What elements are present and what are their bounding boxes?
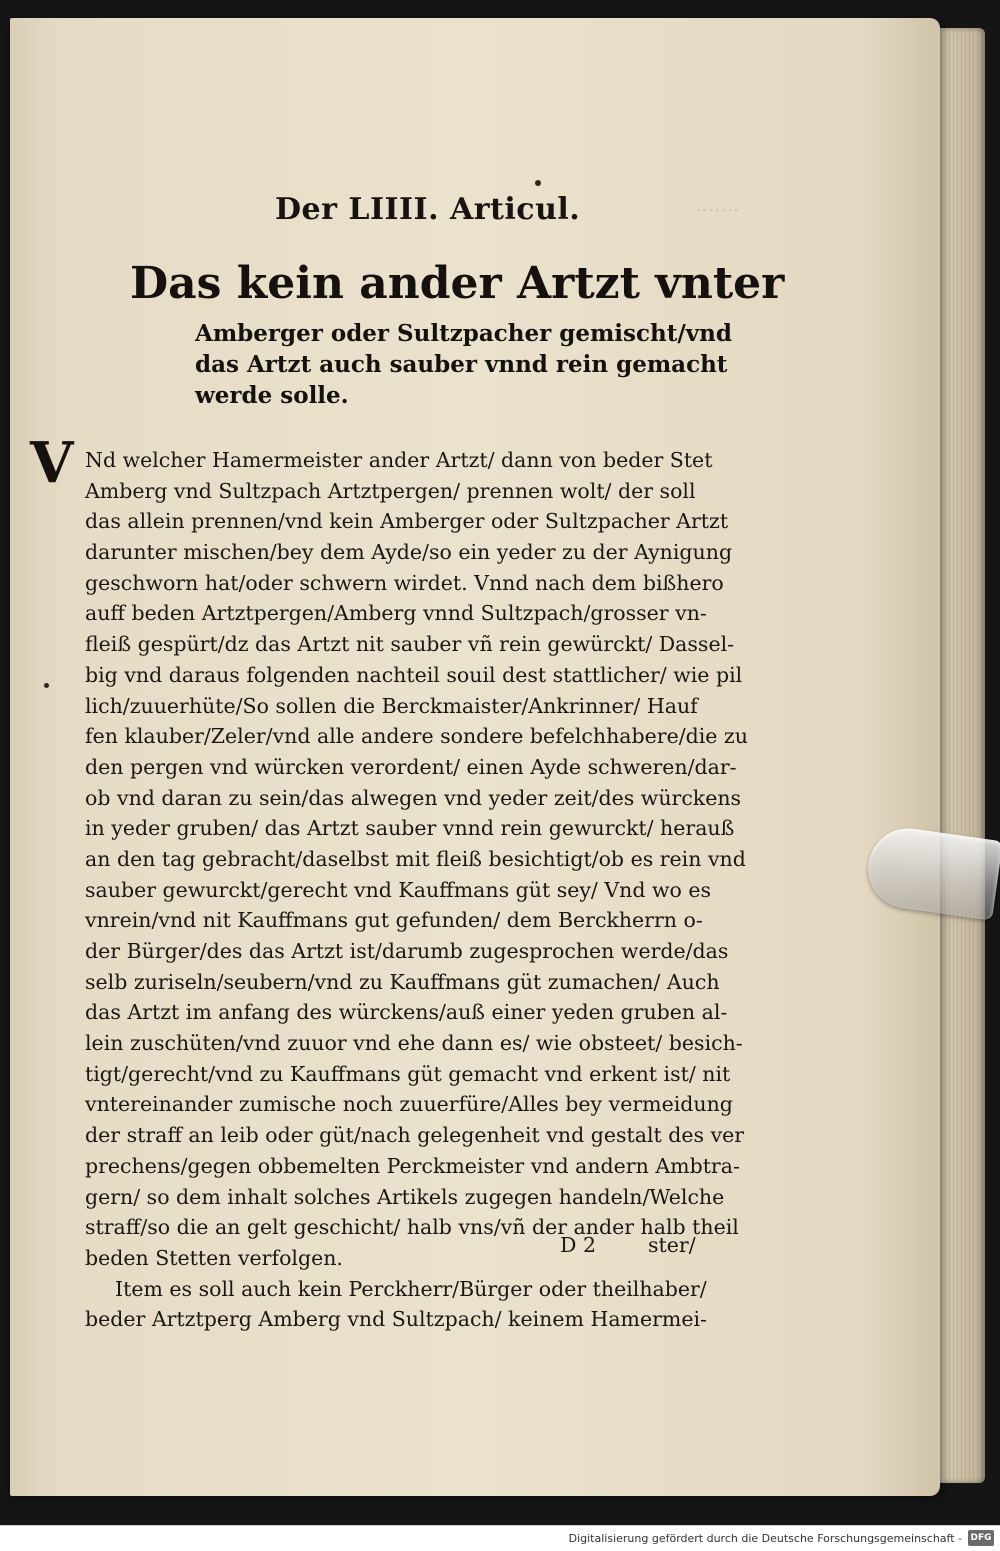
body-line: darunter mischen/bey dem Ayde/so ein yeder zu der Aynigung [85,540,733,565]
funding-credit: Digitalisierung gefördert durch die Deutsche Forschungsgemeinschaft - [568,1532,962,1545]
body-line: in yeder gruben/ das Artzt sauber vnnd rein gewurckt/ herauß [85,816,735,841]
body-line: lich/zuuerhüte/So sollen die Berckmaister/Ankrinner/ Hauf [85,693,698,718]
body-text [85,445,748,1335]
body-line: straff/so die an gelt geschicht/ halb vns/vñ der ander halb theil [85,1215,739,1240]
body-line: der straff an leib oder güt/nach gelegenheit vnd gestalt des ver [85,1123,745,1148]
body-line: ob vnd daran zu sein/das alwegen vnd yeder zeit/des würckens [85,785,742,810]
body-line: vntereinander zumische noch zuuerfüre/Alles bey vermeidung [85,1092,733,1117]
article-title: Das kein ander Artzt vnter [130,258,785,309]
show-through-text: ······· [695,198,740,222]
body-line: prechens/gegen obbemelten Perckmeister vnd andern Ambtra- [85,1153,740,1178]
body-line: big vnd daraus folgenden nachteil souil dest stattlicher/ wie pil [85,662,743,687]
body-line: den pergen vnd würcken verordent/ einen Ayde schweren/dar- [85,754,737,779]
body-line: sauber gewurckt/gerecht vnd Kauffmans güt sey/ Vnd wo es [85,877,712,902]
body-line: Item es soll auch kein Perckherr/Bürger oder theilhaber/ [115,1276,707,1301]
body-line: tigt/gerecht/vnd zu Kauffmans güt gemacht vnd erkent ist/ nit [85,1061,731,1086]
body-line: auff beden Artztpergen/Amberg vnnd Sultzpach/grosser vn- [85,601,707,626]
footer-bar [0,1525,1000,1551]
body-line: fleiß gespürt/dz das Artzt nit sauber vñ rein gewürckt/ Dassel- [85,632,735,657]
body-line: Nd welcher Hamermeister ander Artzt/ dann von beder Stet [85,448,713,472]
body-line: das Artzt im anfang des würckens/auß einer yeden gruben al- [85,1000,728,1025]
body-line: selb zuriseln/seubern/vnd zu Kauffmans güt zumachen/ Auch [85,969,720,994]
title-line: Amberger oder Sultzpacher gemischt/vnd [195,320,732,347]
title-line: werde solle. [195,382,349,409]
catchword: ster/ [648,1233,696,1257]
body-line: vnrein/vnd nit Kauffmans gut gefunden/ dem Berckherrn o- [85,908,703,933]
body-line: beden Stetten verfolgen. [85,1245,343,1270]
body-line: fen klauber/Zeler/vnd alle andere sondere befelchhabere/die zu [85,724,748,749]
body-line: Amberg vnd Sultzpach Artztpergen/ prennen wolt/ der soll [85,478,696,503]
signature-mark: D 2 [560,1233,596,1257]
body-line: an den tag gebracht/daselbst mit fleiß besichtigt/ob es rein vnd [85,846,746,871]
body-line: geschworn hat/oder schwern wirdet. Vnnd nach dem bißhero [85,570,724,595]
body-line: beder Artztperg Amberg vnd Sultzpach/ keinem Hamermei- [85,1307,707,1332]
body-line: gern/ so dem inhalt solches Artikels zugegen handeln/Welche [85,1184,725,1209]
body-line: das allein prennen/vnd kein Amberger oder Sultzpacher Artzt [85,509,729,534]
drop-initial: V [30,430,74,496]
ink-speck [44,683,49,688]
ink-speck [535,180,541,186]
title-line: das Artzt auch sauber vnnd rein gemacht [195,351,728,378]
article-title-continuation [195,318,732,411]
dfg-logo: DFG [968,1530,994,1546]
article-heading: Der LIIII. Articul. [275,192,581,227]
body-line: lein zuschüten/vnd zuuor vnd ehe dann es/ wie obsteet/ besich- [85,1031,743,1056]
body-line: der Bürger/des das Artzt ist/darumb zugesprochen werde/das [85,939,729,963]
